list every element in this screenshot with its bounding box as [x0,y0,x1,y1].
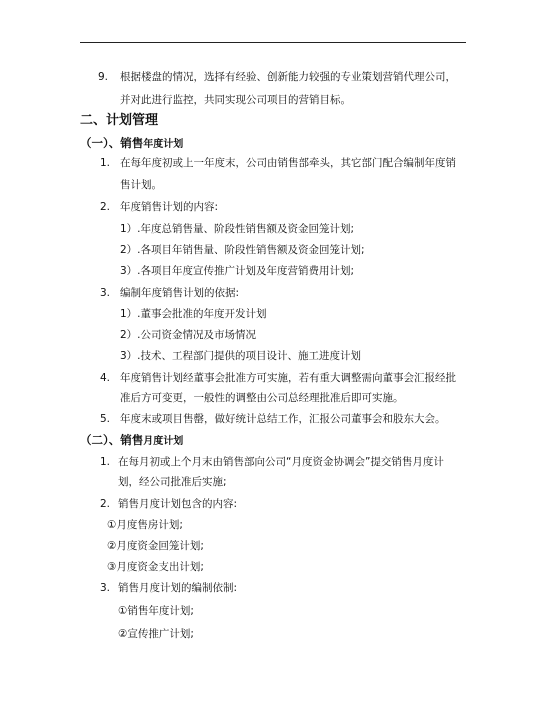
a1-line2: 售计划。 [120,179,162,191]
b3-text: 销售月度计划的编制依制: [118,582,238,594]
a2-sub-3: 3）.各项目年度宣传推广计划及年度营销费用计划; [120,265,355,277]
a3-text: 编制年度销售计划的依据: [120,287,240,299]
b2-sub-3: ③月度资金支出计划; [107,561,204,573]
a5-number: 5. [100,413,111,425]
subsection-1-heading [80,136,183,152]
item-9-line2: 并对此进行监控，共同实现公司项目的营销目标。 [120,94,351,106]
a5-text: 年度末或项目售罄，做好统计总结工作，汇报公司董事会和股东大会。 [120,413,446,425]
b3-number: 3. [100,582,111,594]
subsection-2-suffix: 月度计划 [143,436,184,447]
a2-number: 2. [100,201,111,213]
a3-sub-2: 2）.公司资金情况及市场情况 [120,329,257,341]
subsection-1-suffix: 年度计划 [143,139,184,150]
b1-line2: 划，经公司批准后实施; [118,476,227,488]
item-9-number: 9. [98,71,109,83]
a2-sub-1: 1）.年度总销售量、阶段性销售额及资金回笼计划; [120,223,355,235]
b3-sub-1: ①销售年度计划; [118,605,194,617]
a1-number: 1. [100,157,111,169]
a2-sub-2: 2）.各项目年销售量、阶段性销售额及资金回笼计划; [120,244,365,256]
a2-text: 年度销售计划的内容: [120,201,219,213]
b1-number: 1. [100,456,111,468]
subsection-1-prefix: （一）、销售 [80,136,144,150]
b2-number: 2. [100,498,111,510]
b2-text: 销售月度计划包含的内容: [118,498,238,510]
a1-line1: 在每年度初或上一年度末，公司由销售部牵头，其它部门配合编制年度销 [120,157,456,169]
a3-sub-1: 1）.董事会批准的年度开发计划 [120,308,267,320]
subsection-2-heading [80,433,183,449]
a3-sub-3: 3）.技术、工程部门提供的项目设计、施工进度计划 [120,350,362,362]
section-heading: 二、计划管理 [80,113,159,128]
header-rule [80,42,466,43]
b1-line1: 在每月初或上个月末由销售部向公司“月度资金协调会”提交销售月度计 [118,456,444,468]
b2-sub-2: ②月度资金回笼计划; [107,540,204,552]
a4-line1: 年度销售计划经董事会批准方可实施，若有重大调整需向董事会汇报经批 [120,372,456,384]
item-9-line1: 根据楼盘的情况，选择有经验、创新能力较强的专业策划营销代理公司， [120,71,456,83]
a4-line2: 准后方可变更，一般性的调整由公司总经理批准后即可实施。 [120,392,404,404]
a4-number: 4. [100,372,111,384]
b2-sub-1: ①月度售房计划; [107,519,183,531]
b3-sub-2: ②宣传推广计划; [118,628,194,640]
subsection-2-prefix: （二）、销售 [80,433,144,447]
a3-number: 3. [100,287,111,299]
